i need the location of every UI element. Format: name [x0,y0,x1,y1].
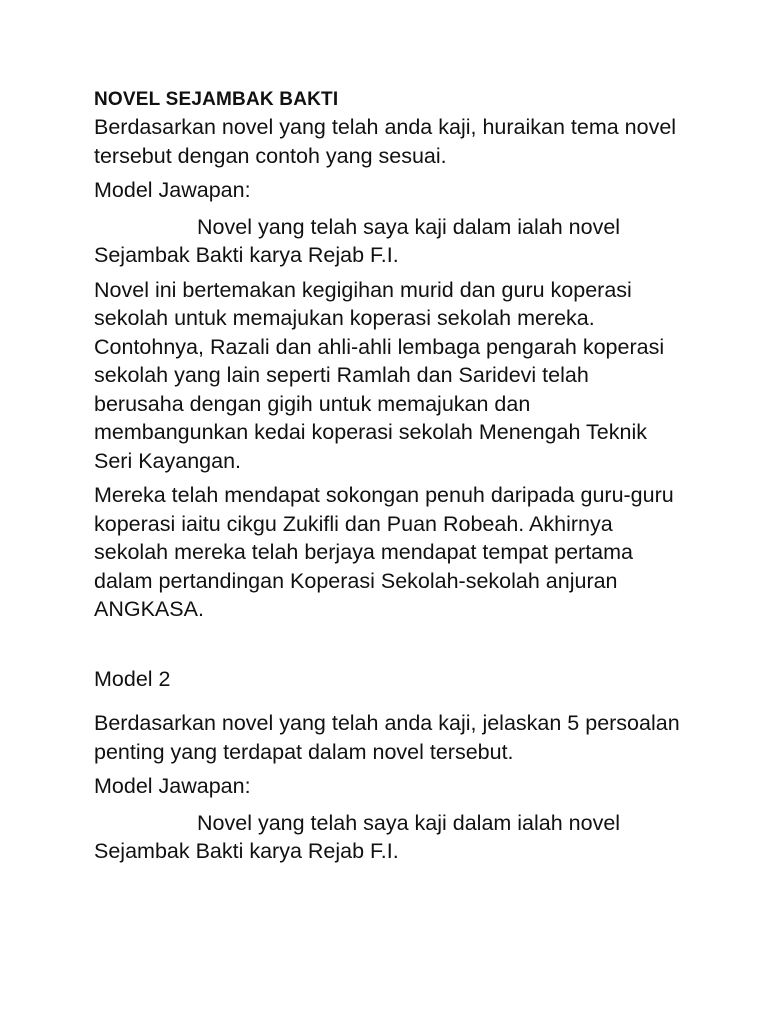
question-2: Berdasarkan novel yang telah anda kaji, jelaskan 5 persoalan penting yang terdapat dalam novel tersebut. [94,711,680,764]
paragraph-1: Novel ini bertemakan kegigihan murid dan guru koperasi sekolah untuk memajukan koperasi sekolah mereka. Contohnya, Razali dan ahli-ahli lembaga pengarah koperasi sekolah yang lain seperti Ramlah dan Saridevi telah berusaha dengan gigih untuk memajukan dan membangunkan kedai koperasi sekolah Menengah Teknik Seri Kayangan. [94,277,665,473]
paragraph-2: Mereka telah mendapat sokongan penuh daripada guru-guru koperasi iaitu cikgu Zukifli dan Puan Robeah. Akhirnya sekolah mereka telah berjaya mendapat tempat pertama dalam pertandingan Koperasi Sekolah-sekolah anjuran ANGKASA. [94,483,674,621]
question-1: Berdasarkan novel yang telah anda kaji, huraikan tema novel tersebut dengan contoh yang sesuai. [94,115,677,168]
answer-intro-2-text: Novel yang telah saya kaji dalam ialah novel Sejambak Bakti karya Rejab F.I. [94,810,621,863]
answer-label-2: Model Jawapan: [94,774,251,798]
answer-intro-1 [94,213,684,270]
answer-intro-2 [94,809,684,866]
answer-label-1: Model Jawapan: [94,178,251,202]
answer-intro-1-text: Novel yang telah saya kaji dalam ialah novel Sejambak Bakti karya Rejab F.I. [94,214,621,267]
document-title: NOVEL SEJAMBAK BAKTI [94,89,339,110]
model-2-heading: Model 2 [94,666,171,691]
document-body [94,87,684,866]
